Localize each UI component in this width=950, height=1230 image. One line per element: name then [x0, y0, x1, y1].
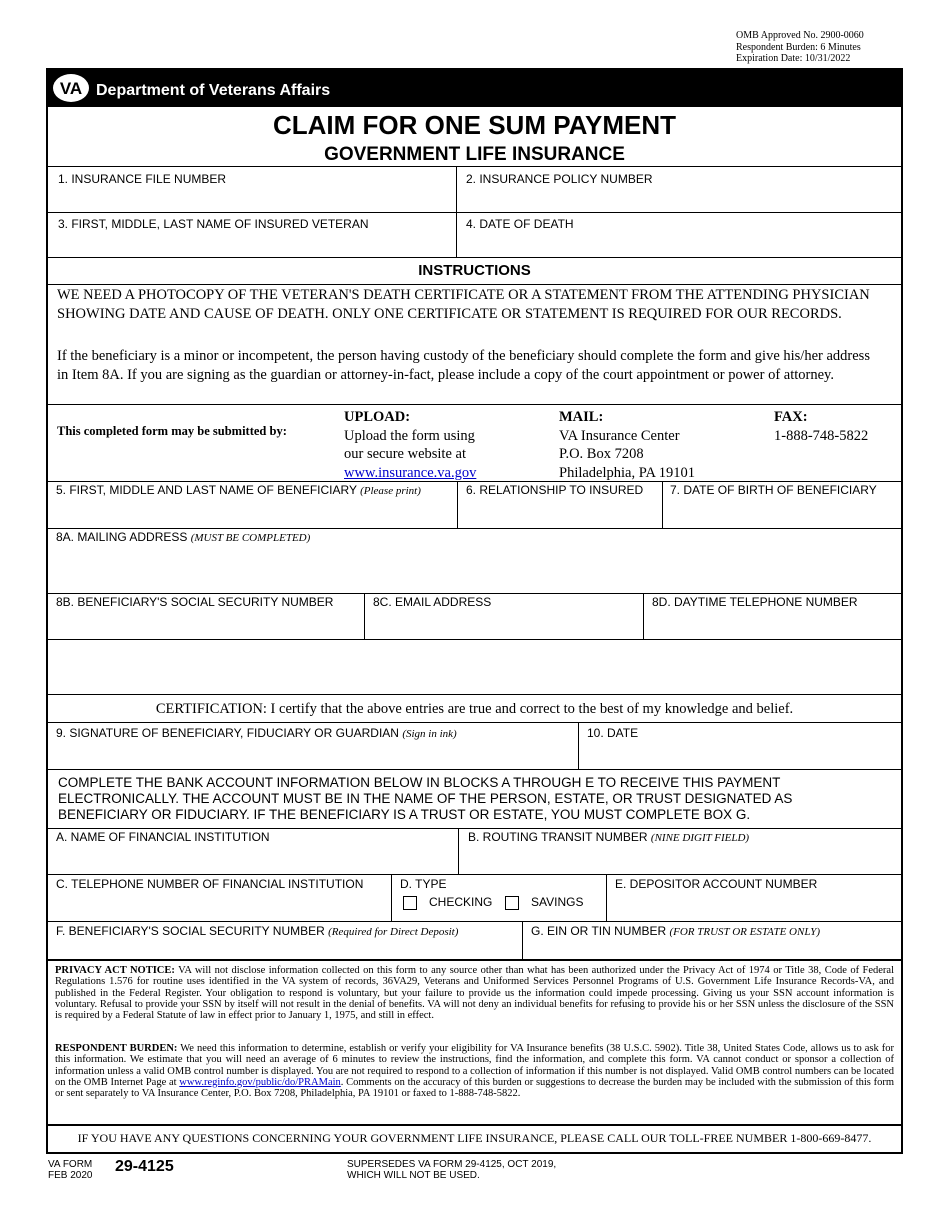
upload-line-2: our secure website at — [344, 446, 466, 462]
financial-institution-name-field[interactable]: A. NAME OF FINANCIAL INSTITUTION — [56, 830, 270, 844]
form-title: CLAIM FOR ONE SUM PAYMENT — [272, 110, 676, 140]
omb-approval: OMB Approved No. 2900-0060 — [736, 30, 864, 41]
privacy-act-text: VA will not disclose information collected on this form to any source other than what has been authorized under the Privacy Act of 1974 or Title 38, Code of Federal Regulations 1.576 for routine uses identified in the VA system of records, 36VA29, Veterans and Uniformed Services Personnel Programs of U.S. Government Life Insurance Records-VA, and published in the Federal Register. Your obligation to respond is voluntary, but your failure to provide us the information could impede processing. Giving us your SSN account information is voluntary. Refusal to provide your SSN by itself will not result in the denial of benefits. VA will not deny an individual benefits for refusing to provide his or her SSN unless the disclosure of the SSN is required by a Federal Statute of law in effect prior to January 1, 1975, and still in effect. — [55, 965, 894, 1022]
bank-instructions: COMPLETE THE BANK ACCOUNT INFORMATION BELOW IN BLOCKS A THROUGH E TO RECEIVE THIS PAYMENT ELECTRONICALLY. THE ACCOUNT MUST BE IN THE NAME OF THE PERSON, ESTATE, OR TRUST DESIGNATED AS BENEFICIARY OR FIDUCIARY. IF THE BENEFICIARY IS A TRUST OR ESTATE, YOU MUST COMPLETE BOX G. — [58, 775, 793, 822]
ein-tin-field[interactable] — [531, 924, 820, 938]
fax-heading: FAX: — [774, 409, 808, 425]
mail-option — [559, 408, 695, 482]
depositor-account-number-field[interactable]: E. DEPOSITOR ACCOUNT NUMBER — [615, 877, 818, 891]
checking-label: CHECKING — [429, 895, 493, 909]
instructions-paragraph-1: WE NEED A PHOTOCOPY OF THE VETERAN'S DEATH CERTIFICATE OR A STATEMENT FROM THE ATTENDING PHYSICIAN SHOWING DATE AND CAUSE OF DEATH. ONLY ONE CERTIFICATE OR STATEMENT IS REQUIRED FOR OUR RECORDS. — [57, 287, 870, 322]
omb-expiration: Expiration Date: 10/31/2022 — [736, 53, 851, 64]
routing-number-label: B. ROUTING TRANSIT NUMBER — [468, 830, 648, 844]
insurance-file-number-field[interactable]: 1. INSURANCE FILE NUMBER — [58, 172, 227, 186]
respondent-burden-heading: RESPONDENT BURDEN: — [55, 1043, 178, 1054]
instructions-heading: INSTRUCTIONS — [418, 262, 531, 279]
questions-notice: IF YOU HAVE ANY QUESTIONS CONCERNING YOUR GOVERNMENT LIFE INSURANCE, PLEASE CALL OUR TOLL-FREE NUMBER 1-800-669-8477. — [77, 1131, 872, 1145]
form-id-block — [48, 1159, 92, 1181]
mail-line-1: VA Insurance Center — [559, 427, 680, 444]
insurance-policy-number-field[interactable]: 2. INSURANCE POLICY NUMBER — [466, 172, 653, 186]
form-subtitle: GOVERNMENT LIFE INSURANCE — [324, 144, 625, 165]
form-date: FEB 2020 — [48, 1170, 93, 1181]
routing-number-field[interactable] — [468, 830, 749, 844]
ein-tin-note: (FOR TRUST OR ESTATE ONLY) — [669, 926, 821, 938]
direct-deposit-ssn-note: (Required for Direct Deposit) — [328, 926, 459, 938]
mail-heading: MAIL: — [559, 409, 604, 425]
date-of-death-field[interactable]: 4. DATE OF DEATH — [466, 217, 574, 231]
omb-burden: Respondent Burden: 6 Minutes — [736, 41, 861, 53]
instructions-paragraph-2: If the beneficiary is a minor or incompetent, the person having custody of the beneficiary should complete the form and give his/her address in Item 8A. If you are signing as the guardian or attorney-in-fact, please include a copy of the court appointment or power of attorney. — [57, 348, 870, 383]
certification-statement: CERTIFICATION: I certify that the above entries are true and correct to the best of my knowledge and belief. — [155, 701, 794, 717]
supersedes-line-1: SUPERSEDES VA FORM 29-4125, OCT 2019, — [347, 1159, 557, 1170]
signature-note: (Sign in ink) — [402, 728, 457, 740]
privacy-act-notice — [55, 965, 894, 1021]
account-type-label: D. TYPE — [400, 877, 447, 891]
signature-date-field[interactable]: 10. DATE — [587, 726, 639, 740]
email-address-field[interactable]: 8C. EMAIL ADDRESS — [373, 595, 492, 609]
mailing-address-label: 8A. MAILING ADDRESS — [56, 530, 188, 544]
relationship-field[interactable]: 6. RELATIONSHIP TO INSURED — [466, 483, 644, 497]
privacy-act-heading: PRIVACY ACT NOTICE: — [55, 965, 175, 976]
va-form-label: VA FORM — [48, 1159, 93, 1170]
direct-deposit-ssn-field[interactable] — [56, 924, 458, 938]
beneficiary-name-field[interactable] — [56, 483, 421, 497]
savings-checkbox[interactable] — [505, 896, 519, 910]
institution-telephone-field[interactable]: C. TELEPHONE NUMBER OF FINANCIAL INSTITUTION — [56, 877, 364, 891]
checking-checkbox[interactable] — [403, 896, 417, 910]
insurance-website-link[interactable]: www.insurance.va.gov — [344, 464, 477, 481]
savings-label: SAVINGS — [531, 895, 584, 909]
beneficiary-ssn-field[interactable]: 8B. BENEFICIARY'S SOCIAL SECURITY NUMBER — [56, 595, 334, 609]
direct-deposit-ssn-label: F. BENEFICIARY'S SOCIAL SECURITY NUMBER — [56, 924, 325, 938]
svg-text:VA: VA — [59, 79, 83, 98]
ein-tin-label: G. EIN OR TIN NUMBER — [531, 924, 667, 938]
insured-veteran-name-field[interactable]: 3. FIRST, MIDDLE, LAST NAME OF INSURED VETERAN — [58, 217, 369, 231]
upload-option — [344, 408, 476, 482]
daytime-telephone-field[interactable]: 8D. DAYTIME TELEPHONE NUMBER — [652, 595, 858, 609]
supersedes-line-2: WHICH WILL NOT BE USED. — [347, 1170, 480, 1181]
fax-option — [774, 408, 868, 445]
submission-label: This completed form may be submitted by: — [57, 424, 287, 438]
reginfo-link[interactable]: www.reginfo.gov/public/do/PRAMain — [179, 1076, 341, 1088]
respondent-burden-text-2: . Comments on the accuracy of this burden or suggestions to decrease the burden may be included with the submission of this form or sent separately to VA Insurance Center, P.O. Box 7208, Philadelphia, PA 19101 or faxed to 1-888-748-5822. — [55, 1076, 895, 1100]
form-number: 29-4125 — [115, 1158, 174, 1175]
header-bar — [48, 70, 901, 107]
respondent-burden-text-1: We need this information to determine, establish or verify your eligibility for VA Insurance benefits (38 U.S.C. 5902). Title 38, United States Code, allows us to ask for this information. We estimate that you will need an average of 6 minutes to review the instructions, find the information, and complete this form. VA cannot conduct or sponsor a collection of information unless a valid OMB control number is displayed. You are not required to respond to a collection of information if this number is not displayed. Valid OMB control numbers can be located on the OMB Internet Page at — [55, 1043, 894, 1088]
mailing-address-field[interactable] — [56, 530, 310, 544]
omb-info — [736, 30, 864, 65]
mail-line-3: Philadelphia, PA 19101 — [559, 464, 696, 481]
department-name: Department of Veterans Affairs — [96, 82, 331, 99]
routing-number-note: (NINE DIGIT FIELD) — [650, 832, 750, 844]
va-logo-icon — [52, 73, 90, 103]
beneficiary-dob-field[interactable]: 7. DATE OF BIRTH OF BENEFICIARY — [670, 483, 877, 497]
upload-heading: UPLOAD: — [344, 409, 411, 425]
signature-label: 9. SIGNATURE OF BENEFICIARY, FIDUCIARY OR GUARDIAN — [56, 726, 399, 740]
upload-line-1: Upload the form using — [344, 427, 475, 444]
signature-field[interactable] — [56, 726, 457, 740]
supersedes-notice — [347, 1159, 556, 1181]
mail-line-2: P.O. Box 7208 — [559, 446, 644, 462]
respondent-burden-notice — [55, 1043, 894, 1099]
beneficiary-name-label: 5. FIRST, MIDDLE AND LAST NAME OF BENEFICIARY — [56, 483, 357, 497]
fax-number: 1-888-748-5822 — [774, 427, 869, 444]
mailing-address-note: (MUST BE COMPLETED) — [190, 532, 311, 544]
beneficiary-name-note: (Please print) — [360, 485, 421, 497]
form-frame — [46, 68, 903, 1154]
